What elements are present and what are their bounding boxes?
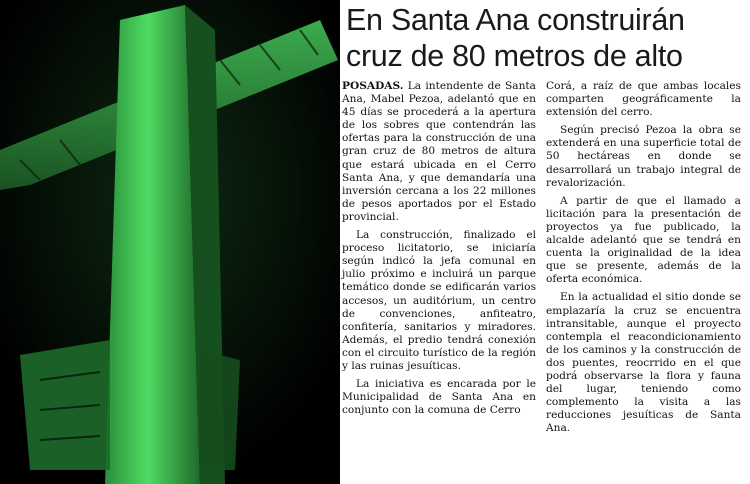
headline-line-1: En Santa Ana construirán <box>346 3 685 37</box>
paragraph-2: La construcción, finalizado el proceso licitatorio, se iniciaría según indicó la jefa comunal en julio próximo e incluirá un parque temático donde se edificarán varios accesos, un auditórium, un centro de convenciones, anfiteatro, confitería, sanitarios y miradores. Además, el predio tendrá conexión con el circuito turístico de la región y las ruinas jesuíticas. <box>342 229 536 372</box>
paragraph-4: Según precisó Pezoa la obra se extenderá en una superficie total de 50 hectáreas en donde se desarrollará un trabajo integral de revalorización. <box>546 124 741 189</box>
column-2 <box>546 80 741 440</box>
paragraph-continued: Corá, a raíz de que ambas locales comparten geográficamente la extensión del cerro. <box>546 80 741 119</box>
paragraph-3: La iniciativa es encarada por le Municipalidad de Santa Ana en conjunto con la comuna de Cerro <box>342 378 536 417</box>
dateline: POSADAS. <box>342 80 404 92</box>
paragraph-5: A partir de que el llamado a licitación para la presentación de proyectos ya fue publicado, la alcalde adelantó que se tendrá en cuenta la originalidad de la idea que se presente, además de la oferta económica. <box>546 194 741 286</box>
article <box>342 0 747 484</box>
illuminated-cross-icon <box>0 0 340 484</box>
paragraph-1 <box>342 80 536 224</box>
paragraph-1-text: La intendente de Santa Ana, Mabel Pezoa, adelantó que en 45 días se procederá a la apertura de los sobres que contendrán las ofertas para la construcción de una gran cruz de 80 metros de altura que estará ubicada en el Cerro Santa Ana, y que demandaría una inversión cercana a los 22 millones de pesos aportados por el Estado provincial. <box>342 80 536 223</box>
headline <box>346 2 746 74</box>
headline-line-2: cruz de 80 metros de alto <box>346 39 683 73</box>
column-1 <box>342 80 536 422</box>
cross-photo <box>0 0 340 484</box>
paragraph-6: En la actualidad el sitio donde se emplazaría la cruz se encuentra intransitable, aunque el proyecto contempla el reacondicionamiento de los caminos y la construcción de dos puentes, reocrrido en el que podrá observarse la flora y fauna del lugar, teniendo como complemento la visita a las reducciones jesuíticas de Santa Ana. <box>546 291 741 435</box>
